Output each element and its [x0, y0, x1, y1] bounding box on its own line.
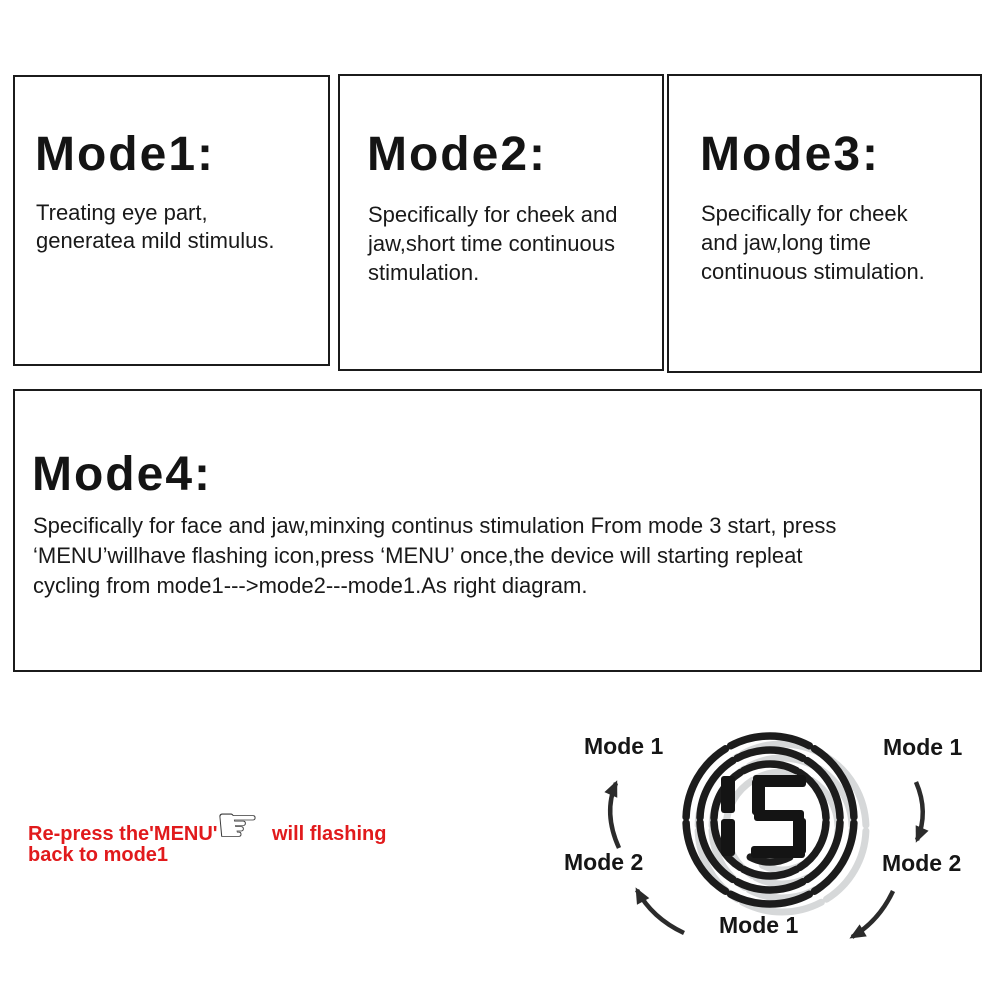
cycle-label-right: Mode 2 — [882, 850, 962, 876]
description-line: Specifically for cheek and — [368, 202, 618, 227]
description-line: jaw,short time continuous — [368, 231, 616, 256]
mode4-description — [33, 511, 836, 601]
description-line: ‘MENU’willhave flashing icon,press ‘MENU’ once,the device will starting repleat — [33, 543, 803, 568]
seven-segment-display — [721, 775, 806, 858]
mode2-card — [338, 74, 664, 371]
arrow-bottom-left — [637, 890, 684, 933]
menu-note-line1: Re-press the'MENU' — [28, 823, 218, 845]
digit-5-segment — [751, 846, 805, 858]
digit-5-segment — [752, 779, 765, 815]
arrow-bottom-right — [852, 891, 893, 937]
mode1-description — [36, 199, 274, 255]
mode2-title: Mode2: — [367, 128, 547, 181]
description-line: generatea mild stimulus. — [36, 228, 275, 253]
menu-note-line2: back to mode1 — [28, 844, 169, 866]
digit-1-segment — [721, 776, 735, 813]
description-line: Specifically for cheek — [701, 201, 908, 226]
description-line: and jaw,long time — [701, 230, 871, 255]
arrow-down-right-side — [916, 782, 923, 840]
arrow-up-left-side — [610, 783, 619, 848]
cycle-label-top-left: Mode 1 — [584, 733, 664, 759]
cycle-label-top-right: Mode 1 — [883, 734, 963, 760]
mode4-card — [13, 389, 982, 672]
description-line: continuous stimulation. — [701, 259, 925, 284]
mode3-description — [701, 199, 925, 286]
mode2-description — [368, 200, 617, 287]
mode3-title: Mode3: — [700, 128, 880, 181]
mode-cycle-diagram — [540, 690, 1000, 1000]
description-line: Treating eye part, — [36, 200, 208, 225]
description-line: cycling from mode1--->mode2---mode1.As right diagram. — [33, 573, 588, 598]
menu-note-line1-cont: will flashing — [272, 823, 387, 845]
mode1-card — [13, 75, 330, 366]
description-line: stimulation. — [368, 260, 480, 285]
mode1-title: Mode1: — [35, 128, 215, 181]
pointing-hand-icon: ☞ — [215, 796, 260, 854]
cycle-label-left: Mode 2 — [564, 849, 644, 875]
mode3-card — [667, 74, 982, 373]
description-line: Specifically for face and jaw,minxing continus stimulation From mode 3 start, press — [33, 513, 837, 538]
mode4-title: Mode4: — [32, 448, 212, 501]
cycle-label-bottom: Mode 1 — [719, 912, 799, 938]
digit-1-segment — [721, 819, 735, 856]
